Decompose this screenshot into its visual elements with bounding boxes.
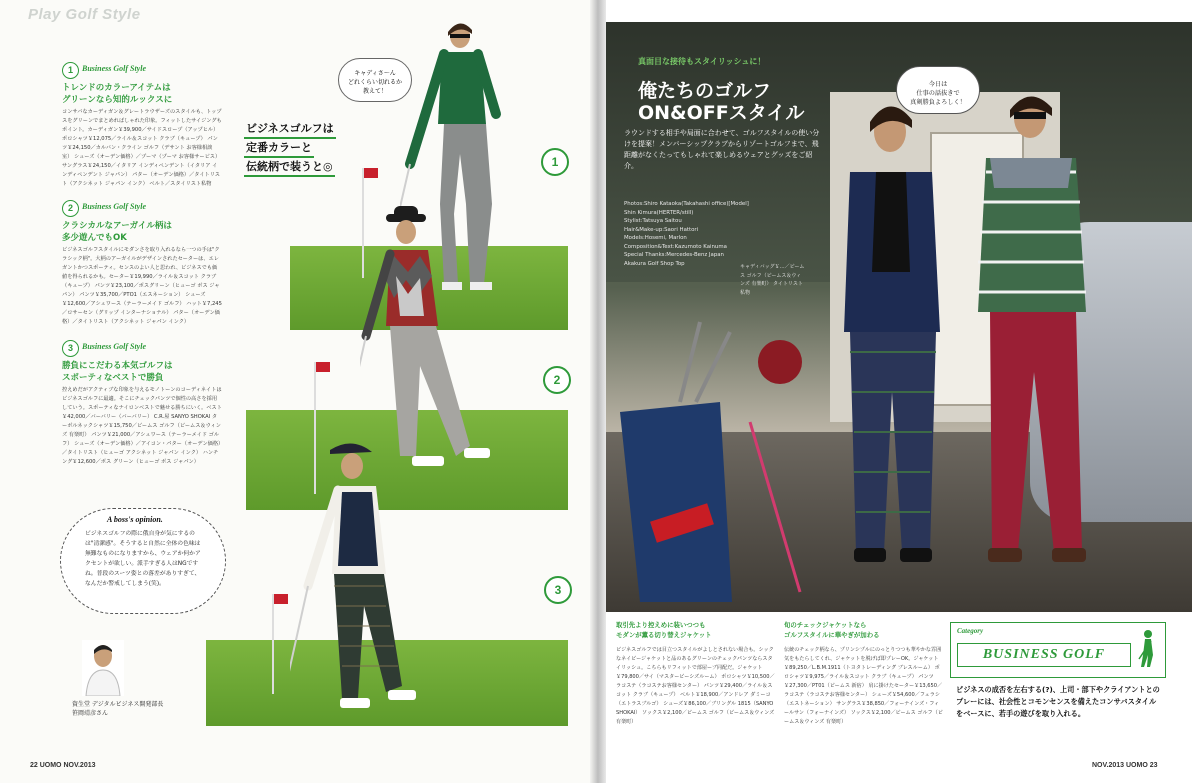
column-headline-2: 旬のチェックジャケットなら ゴルフスタイルに華やぎが加わる [784,621,880,639]
style-section-3 [62,340,222,480]
step-number-3: 3 [544,576,572,604]
speech-bubble: キャディさ〜ん どれくらい切れるか 教えて！ [338,58,412,102]
flag-icon [274,594,288,604]
right-page [600,0,1192,783]
article-title-line-1: 俺たちのゴルフ [638,80,772,102]
section-body: 控えめだがアクティブな印象を与えるモノトーンのコーディネイトはビジネスゴルフに最適。そこにチェックパンツで個性の高さを採用していう。スポーティなナイロンベストで魅せる勝ちにいく。ベスト￥42,000／バーバリー（バーバリー） C.R.屋 SANYO SHOKAI ターボルネックシャツ￥15,750／ビームス ゴルフ（ビームス＆ウィンズ 有楽町） パンツ￥21,000／アシュワース（テーラーメイド ゴルフ） シューズ（オーデン価格）／アイコン・パター（オーデン価格）／タイトリスト（ヒューゴ アクシネット ジャパン インク） ハンチング￥12,600／ボス グリーン（ヒューゴ ボス ジャパン） [62,387,222,465]
credit-line: Hair&Make-up:Saori Hattori [624,226,699,233]
person-portrait-icon [82,640,124,696]
person-caption [72,700,163,718]
column-headline-1: 取引先より控えめに装いつつも モダンが薫る切り替えジャケット [616,621,712,639]
article-title-line-2: ON&OFFスタイル [638,102,805,124]
boss-opinion-bubble [60,508,226,614]
credit-line: Akakura Golf Shop Top [624,260,685,267]
column-body-1: ビジネスゴルフでは目立つスタイルがよしとされない場合も。シックなネイビージャケットと品のあるグリーンのチェックパンツならスタイリッシュ。こちらもリフィットで部屋ーブ同配だ。ジャケット￥79,800／サイ（マスタービーシズルーム） ポロシャツ￥10,500／ラコステ（ラコステお客様センター） パンツ￥29,400／ライル＆スコット クラブ（キュープ） ベルト￥18,900／アンドレア ダミーコ（エトラスブルゴ） シューズ￥86,100／ブリングル 1815（SANYO SHOKAI） ソックス￥2,100／ビームス ゴルフ（ビームス＆ウィンズ 有楽町） [616,647,775,725]
bag-credit: キャディバッグ￥…／ビームス ゴルフ（ビームス＆ウィンズ 有楽町） タイトリスト私物 [740,264,805,296]
step-number-1: 1 [541,148,569,176]
golfer-figure-3 [290,436,490,726]
callout-line-2: 定番カラーと [244,139,314,158]
section-headline: クラシカルなアーガイル柄は 多少遊んでもOK [62,221,172,243]
article-kicker: 真面目な接待もスタイリッシュに！ [638,57,766,66]
section-body: ビジネスゴルフスタイルにモダンさを取り入れるなら一つの手は"クラシック柄"。大柄のアーガイルがデザインされたセーターは、エレガントかつスポーティ。センスのよい人と思われ、ビジネスでも価値を得られるかも。セーター￥19,990／ライル＆スコット クラブ（キュープ） パンツ￥23,100／ポスグリーン（ヒューゴ ボス ジャパン） パンツ￥35,700／PTO1（エスネーション） シューズ￥12,600／アシュワース（テーラーメイド ゴルフ） ハット￥7,245／ロサーセン（グリップ インターナショナル） パター（オーデン価格）／タイトリスト（アクシネット ジャパン インク） [62,247,222,325]
person-name: 笹岡靖彦さん [72,710,109,717]
section-label: Business Golf Style [82,202,147,211]
credit-line: Stylist:Tatsuya Saitou [624,218,682,224]
column-body-2: 伝統のチェック柄なら、プリンシプルにのっとりつつも華やかな雰囲気をもたらしてくれ、ジャケットを脱げば即プレーOK。ジャケット￥89,250／L.B.M.1911（トヨタトレーディング ブレスルーム） ポロシャツ￥9,975／ライル＆スコット クラブ（キュープ） パンツ￥27,300／PT01（ビームス 新宿） 肩に掛けたセーター￥13,650／ラコステ（ラコステお客様センター） シューズ￥54,600／フェラシ（エストネーション） サングラス￥38,850／フォーナインズ・フィールサン（フォーナインズ） ソックス￥2,100／ビームス ゴルフ（ビームス＆ウィンズ 有楽町） [784,647,943,725]
photo-credits [624,200,814,268]
page-folio: 22 UOMO NOV.2013 [30,762,96,769]
speech-bubble: 今日は 仕事の話抜きで 真剣勝負よろしく！ [896,66,980,114]
section-number: 3 [62,340,79,357]
series-title: Play Golf Style [28,6,141,23]
section-label: Business Golf Style [82,342,147,351]
step-number-2: 2 [543,366,571,394]
avatar [82,640,124,696]
credit-line: Photos:Shiro Kataoka(Takahashi office)[Model] [624,201,749,207]
credit-line: Composition&Text:Kazumoto Kainuma [624,243,727,250]
section-label: Business Golf Style [82,64,147,73]
section-number: 1 [62,62,79,79]
golfer-silhouette-icon [1137,629,1159,669]
flag-icon [316,362,330,372]
article-lede: ラウンドする相手や局面に合わせて、ゴルフスタイルの使い分けを提案！メンバーシップクラブからリゾートゴルフまで、飛距離がなくたってもしゃれて楽しめるウェアとグッズをご紹介。 [624,129,820,170]
category-body: ビジネスの成否を左右する(?)、上司・部下やクライアントとのプレーには、社会性とコモンセンスを備えたコンサバスタイルをベースに、若手の遊びを取り入れる。 [956,685,1160,718]
models-image [820,92,1180,612]
category-title: BUSINESS GOLF [957,643,1131,667]
person-title: 資生堂 デジタルビジネス開発部長 [72,701,164,708]
page-folio: NOV.2013 UOMO 23 [1092,762,1158,769]
opinion-text: ビジネスゴルフの際に俄自身が気にするのは"清潔感"。そうすると自然に全体の色味は無難なものになりますから、ウェアか何かアクセントが欲しい。派手すぎる人はNGですね。普段のスーツ姿との落差がありすぎて、なんだか警戒してしまう(笑)。 [85,531,201,587]
section-body: コンサバなカーディガン＆グレートラウザーズのスタイルも、トップスをグリーンでまとめればしゃれた印象。フィットしたサイジングもポイント。カーディガン￥39,900／サイドスロープ（アップヒル） ポロシャツ￥12,075／ライル＆スコット クラブ（キュープ） パンツ￥24,150／カルバン・クライン ゴルフ（デサント お客様相談室） シューズ（オーデン価格）／プーマ（プーマ お客様サービス） サングラス￥24,150／イタリア インディペンデント（イタリア インディペンデント ジャパン） パター（オーデン価格）／タイトリスト（アクシネット ジャパン インク） ベルト／スタイリスト私物 [62,109,222,187]
golf-bag-image [600,302,820,612]
category-box [950,622,1166,678]
section-headline: 勝負にこだわる本気ゴルフは スポーティなベストで勝負 [62,361,173,383]
spread-gutter [590,0,606,783]
style-section-2 [62,200,222,340]
section-headline: トレンドのカラーアイテムは グリーンなら知的ルックスに [62,83,173,105]
credit-line: Special Thanks:Mercedes-Benz Japan [624,252,724,258]
section-number: 2 [62,200,79,217]
credit-line: Shin Kimura(HERTER/still) [624,209,694,216]
style-section-1 [62,62,222,202]
credit-line: Models:Hosemi, Marlon [624,235,687,241]
callout-line-1: ビジネスゴルフは [244,120,336,139]
flag-pole [272,594,274,694]
category-label: Category [957,627,984,635]
opinion-title: A boss's opinion. [107,515,163,524]
callout-line-3: 伝統柄で装うと◎ [244,158,335,177]
flag-icon [364,168,378,178]
callout-text [244,120,336,177]
